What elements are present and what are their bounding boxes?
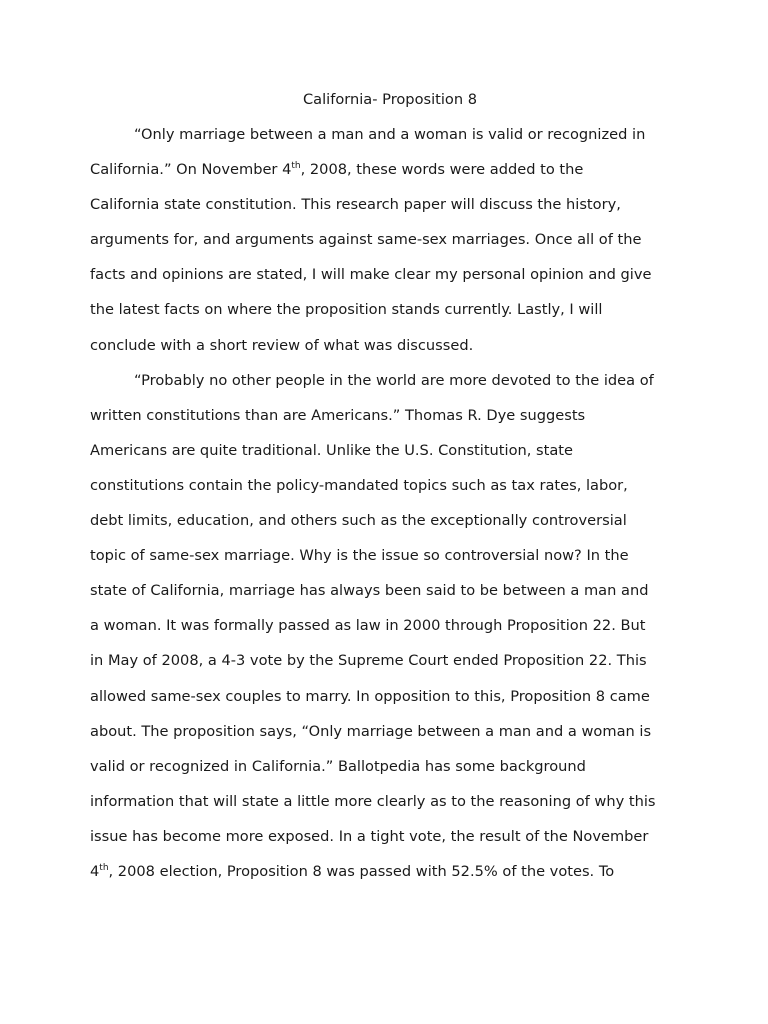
ordinal-suffix: th (291, 161, 301, 172)
text-line: “Only marriage between a man and a woman is valid or recognized in (134, 126, 646, 143)
text-line (90, 854, 690, 889)
ordinal-suffix: th (99, 862, 109, 873)
text-line: the latest facts on where the proposition stands currently. Lastly, I will (90, 301, 603, 319)
text-line: valid or recognized in California.” Ballotpedia has some background (90, 757, 586, 775)
text-line (90, 152, 690, 187)
text-segment: , 2008 election, Proposition 8 was passed with 52.5% of the votes. To (108, 862, 615, 880)
text-segment: California.” On November 4 (90, 161, 292, 179)
text-line: a woman. It was formally passed as law in 2000 through Proposition 22. But (90, 617, 646, 635)
text-line: arguments for, and arguments against same-sex marriages. Once all of the (90, 231, 642, 249)
text-line: allowed same-sex couples to marry. In opposition to this, Proposition 8 came (90, 687, 650, 705)
text-line: information that will state a little more clearly as to the reasoning of why this (90, 792, 656, 810)
text-line: California state constitution. This research paper will discuss the history, (90, 196, 621, 214)
text-segment: 4 (90, 862, 100, 880)
text-line: Americans are quite traditional. Unlike the U.S. Constitution, state (90, 441, 574, 459)
text-line: in May of 2008, a 4-3 vote by the Supreme Court ended Proposition 22. This (90, 652, 647, 670)
text-line: “Probably no other people in the world are more devoted to the idea of (134, 371, 654, 389)
text-line: facts and opinions are stated, I will make clear my personal opinion and give (90, 266, 652, 284)
text-line: debt limits, education, and others such as the exceptionally controversial (90, 512, 627, 530)
document-title: California- Proposition 8 (302, 91, 478, 108)
text-segment: , 2008, these words were added to the (300, 161, 584, 179)
text-line: state of California, marriage has always been said to be between a man and (90, 582, 649, 600)
text-line: topic of same-sex marriage. Why is the issue so controversial now? In the (90, 547, 629, 565)
text-line: constitutions contain the policy-mandated topics such as tax rates, labor, (90, 476, 628, 494)
text-line: conclude with a short review of what was discussed. (90, 336, 474, 354)
text-line: issue has become more exposed. In a tight vote, the result of the November (90, 827, 649, 845)
text-line: about. The proposition says, “Only marriage between a man and a woman is (90, 722, 652, 740)
document-body (90, 82, 690, 889)
text-line: written constitutions than are Americans.” Thomas R. Dye suggests (90, 406, 586, 424)
